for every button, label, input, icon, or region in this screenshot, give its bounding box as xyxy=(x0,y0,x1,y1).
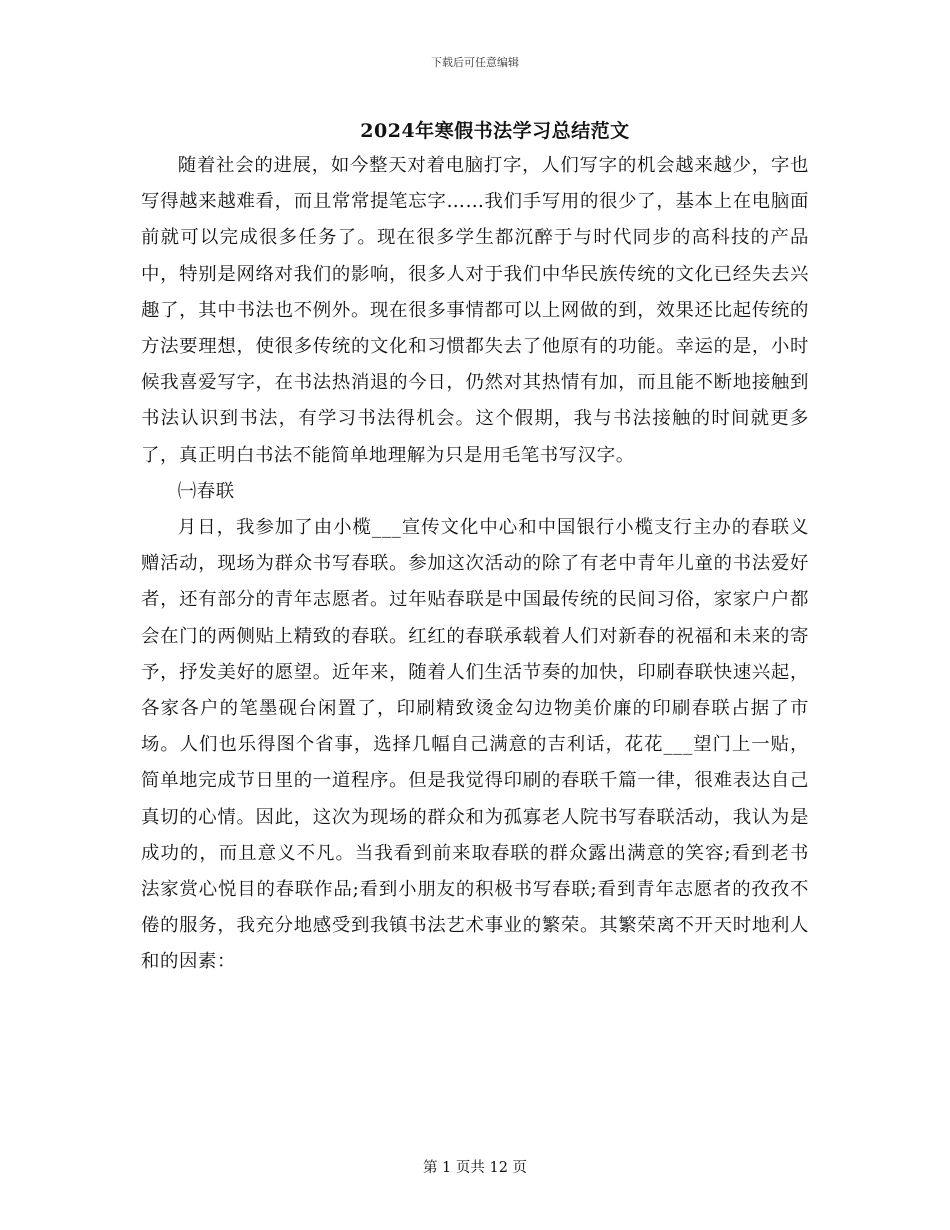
header-note: 下载后可任意编辑 xyxy=(431,56,519,69)
document-title: 2024年寒假书法学习总结范文 xyxy=(360,120,630,142)
paragraph-intro: 随着社会的进展，如今整天对着电脑打字，人们写字的机会越来越少，字也写得越来越难看，而且常常提笔忘字……我们手写用的很少了，基本上在电脑面前就可以完成很多任务了。现在很多学生都沉醉于与时代同步的高科技的产品中，特别是网络对我们的影响，很多人对于我们中华民族传统的文化已经失去兴趣了，其中书法也不例外。现在很多事情都可以上网做的到，效果还比起传统的方法要理想，使很多传统的文化和习惯都失去了他原有的功能。幸运的是，小时候我喜爱写字，在书法热消退的今日，仍然对其热情有加，而且能不断地接触到书法认识到书法，有学习书法得机会。这个假期，我与书法接触的时间就更多了，真正明白书法不能简单地理解为只是用毛笔书写汉字。 xyxy=(141,155,809,466)
document-body xyxy=(141,148,809,981)
page-number: 第 1 页共 12 页 xyxy=(422,1160,528,1176)
section-heading-spring-couplets: ㈠春联 xyxy=(177,480,235,502)
paragraph-spring-couplets: 月日，我参加了由小榄___宣传文化中心和中国银行小榄支行主办的春联义赠活动，现场为群众书写春联。参加这次活动的除了有老中青年儿童的书法爱好者，还有部分的青年志愿者。过年贴春联是中国最传统的民间习俗，家家户户都会在门的两侧贴上精致的春联。红红的春联承载着人们对新春的祝福和未来的寄予，抒发美好的愿望。近年来，随着人们生活节奏的加快，印刷春联快速兴起，各家各户的笔墨砚台闲置了，印刷精致烫金勾边物美价廉的印刷春联占据了市场。人们也乐得图个省事，选择几幅自己满意的吉利话，花花___望门上一贴，简单地完成节日里的一道程序。但是我觉得印刷的春联千篇一律，很难表达自己真切的心情。因此，这次为现场的群众和为孤寡老人院书写春联活动，我认为是成功的，而且意义不凡。当我看到前来取春联的群众露出满意的笑容;看到老书法家赏心悦目的春联作品;看到小朋友的积极书写春联;看到青年志愿者的孜孜不倦的服务，我充分地感受到我镇书法艺术事业的繁荣。其繁荣离不开天时地利人和的因素： xyxy=(141,517,809,973)
